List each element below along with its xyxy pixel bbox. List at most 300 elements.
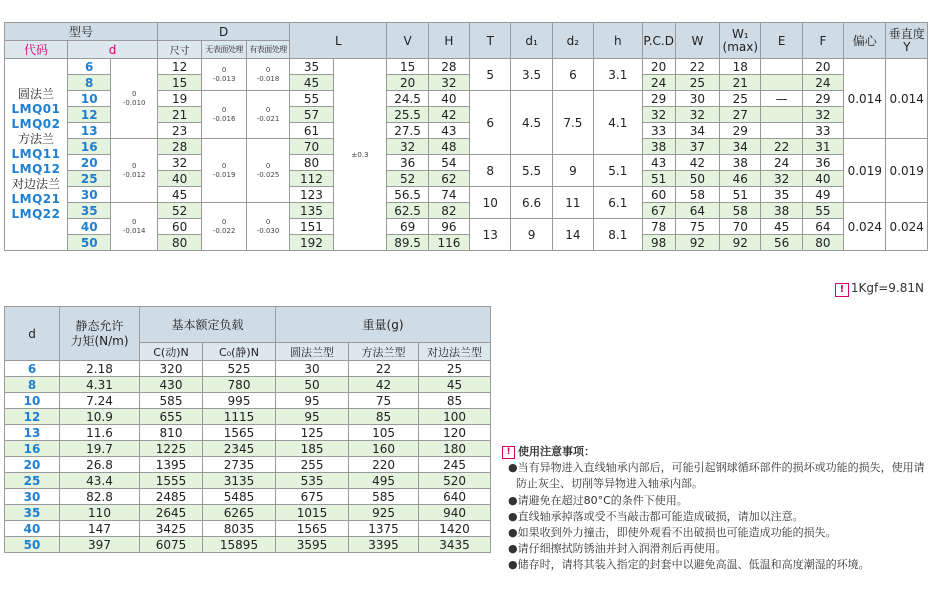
d1-value: 5.5 <box>511 155 552 187</box>
weight-cut-value: 120 <box>419 425 491 441</box>
D-tol-untreated-lower: -0.013 <box>212 74 236 83</box>
dynamic-load-value: 810 <box>140 425 203 441</box>
D-size: 15 <box>157 75 201 91</box>
F-value: 64 <box>802 219 843 235</box>
F-value: 20 <box>802 59 843 75</box>
D-tol-untreated-upper: 0 <box>221 65 227 74</box>
weight-square-value: 495 <box>349 473 419 489</box>
D-size: 21 <box>157 107 201 123</box>
model-header: 型号 <box>5 23 158 41</box>
E-value: 32 <box>761 171 802 187</box>
weight-cut-value: 520 <box>419 473 491 489</box>
W-value: 92 <box>675 235 719 251</box>
weight-cut-value: 45 <box>419 377 491 393</box>
H-header: H <box>428 23 469 59</box>
L-tolerance: ±0.3 <box>333 59 387 251</box>
W1-value: 25 <box>720 91 761 107</box>
D-size: 80 <box>157 235 201 251</box>
load-row <box>5 409 491 425</box>
static-load-value: 8035 <box>203 521 276 537</box>
d-tolerance-lower: -0.014 <box>122 226 146 235</box>
load-row <box>5 425 491 441</box>
rated-load-header: 基本额定负载 <box>140 307 276 343</box>
D-tol-treated-lower: -0.021 <box>256 114 280 123</box>
D-tol-untreated <box>202 203 246 251</box>
weight-square-header: 方法兰型 <box>349 343 419 361</box>
D-tol-untreated <box>202 139 246 203</box>
h-value: 4.1 <box>594 91 643 155</box>
L-value: 57 <box>290 107 333 123</box>
W1-value: 92 <box>720 235 761 251</box>
d2-value: 6 <box>552 59 593 91</box>
static-moment-value: 110 <box>60 505 140 521</box>
d2-value: 11 <box>552 187 593 219</box>
d-value: 50 <box>68 235 111 251</box>
H-value: 48 <box>428 139 469 155</box>
D-treated-header: 有表面处理 <box>246 41 289 59</box>
d-value: 6 <box>68 59 111 75</box>
W-value: 37 <box>675 139 719 155</box>
load-row <box>5 473 491 489</box>
load-row <box>5 489 491 505</box>
T-value: 8 <box>470 155 511 187</box>
d-header: d <box>68 41 158 59</box>
notes-title <box>502 444 927 460</box>
load-row <box>5 505 491 521</box>
D-tol-untreated-upper: 0 <box>221 105 227 114</box>
load-row <box>5 361 491 377</box>
load-row <box>5 441 491 457</box>
load-d-value: 13 <box>5 425 60 441</box>
weight-cut-value: 245 <box>419 457 491 473</box>
W-header: W <box>675 23 719 59</box>
static-moment-value: 10.9 <box>60 409 140 425</box>
d-value: 20 <box>68 155 111 171</box>
d-value: 12 <box>68 107 111 123</box>
H-value: 116 <box>428 235 469 251</box>
D-tol-untreated-lower: -0.016 <box>212 114 236 123</box>
F-value: 31 <box>802 139 843 155</box>
d2-value: 9 <box>552 155 593 187</box>
static-moment-value: 4.31 <box>60 377 140 393</box>
L-value: 123 <box>290 187 333 203</box>
W1-header <box>720 23 761 59</box>
L-value: 80 <box>290 155 333 171</box>
static-moment-value: 19.7 <box>60 441 140 457</box>
load-d-value: 25 <box>5 473 60 489</box>
D-header: D <box>157 23 289 41</box>
code-label: LMQ12 <box>11 162 61 176</box>
weight-square-value: 160 <box>349 441 419 457</box>
pcd-value: 67 <box>642 203 675 219</box>
D-tol-untreated-upper: 0 <box>221 217 227 226</box>
weight-round-value: 50 <box>276 377 349 393</box>
static-load-value: 525 <box>203 361 276 377</box>
F-value: 55 <box>802 203 843 219</box>
L-value: 135 <box>290 203 333 219</box>
W-value: 34 <box>675 123 719 139</box>
D-size: 12 <box>157 59 201 75</box>
d-value: 35 <box>68 203 111 219</box>
eccentricity-value: 0.014 <box>844 59 886 139</box>
D-tol-treated <box>246 59 289 91</box>
static-moment-value: 26.8 <box>60 457 140 473</box>
load-row <box>5 393 491 409</box>
notes-title-text: 使用注意事项： <box>518 445 595 458</box>
d-tolerance <box>111 59 158 139</box>
F-value: 32 <box>802 107 843 123</box>
load-d-value: 35 <box>5 505 60 521</box>
D-tol-treated-upper: 0 <box>265 217 271 226</box>
perpendicularity-Y-label: Y <box>903 39 911 54</box>
H-value: 43 <box>428 123 469 139</box>
code-label: 圆法兰 <box>18 87 55 101</box>
pcd-value: 78 <box>642 219 675 235</box>
pcd-header: P.C.D <box>642 23 675 59</box>
D-tol-treated-upper: 0 <box>265 161 271 170</box>
E-value: — <box>761 91 802 107</box>
L-value: 70 <box>290 139 333 155</box>
static-load-value: 995 <box>203 393 276 409</box>
W-value: 42 <box>675 155 719 171</box>
W-value: 25 <box>675 75 719 91</box>
d1-value: 9 <box>511 219 552 251</box>
weight-square-value: 1375 <box>349 521 419 537</box>
F-value: 80 <box>802 235 843 251</box>
pcd-value: 29 <box>642 91 675 107</box>
dynamic-load-value: 320 <box>140 361 203 377</box>
code-label: LMQ11 <box>11 147 61 161</box>
static-load-value: 3135 <box>203 473 276 489</box>
D-tol-treated <box>246 203 289 251</box>
static-moment-line2: 力矩(N/m) <box>70 333 129 348</box>
W-value: 75 <box>675 219 719 235</box>
D-tol-treated-lower: -0.030 <box>256 226 280 235</box>
note-item: ●如果收到外力撞击，即使外观看不出破损也可能造成功能的损失。 <box>508 526 837 540</box>
weight-round-value: 185 <box>276 441 349 457</box>
H-value: 62 <box>428 171 469 187</box>
D-size: 32 <box>157 155 201 171</box>
perpendicularity-value: 0.019 <box>886 139 928 203</box>
D-size-header: 尺寸 <box>157 41 201 59</box>
code-label: 方法兰 <box>18 132 55 146</box>
static-moment-value: 82.8 <box>60 489 140 505</box>
eccentricity-value: 0.024 <box>844 203 886 251</box>
pcd-value: 20 <box>642 59 675 75</box>
H-value: 54 <box>428 155 469 171</box>
dynamic-load-header: C(动)N <box>140 343 203 361</box>
h-value: 5.1 <box>594 155 643 187</box>
note-item: ●请避免在超过80°C的条件下使用。 <box>508 493 688 507</box>
L-value: 61 <box>290 123 333 139</box>
D-tol-untreated-lower: -0.022 <box>212 226 236 235</box>
D-tol-untreated-lower: -0.019 <box>212 170 236 179</box>
code-label: LMQ02 <box>11 117 61 131</box>
weight-round-value: 255 <box>276 457 349 473</box>
static-load-value: 6265 <box>203 505 276 521</box>
weight-cut-value: 100 <box>419 409 491 425</box>
load-table <box>4 306 491 553</box>
pcd-value: 24 <box>642 75 675 91</box>
static-load-value: 15895 <box>203 537 276 553</box>
static-load-value: 1115 <box>203 409 276 425</box>
static-load-value: 2345 <box>203 441 276 457</box>
D-untreated-header: 无表面处理 <box>202 41 246 59</box>
perpendicularity-value: 0.024 <box>886 203 928 251</box>
weight-square-value: 22 <box>349 361 419 377</box>
load-d-value: 30 <box>5 489 60 505</box>
weight-header: 重量(g) <box>276 307 491 343</box>
d2-header: d₂ <box>552 23 593 59</box>
L-value: 35 <box>290 59 333 75</box>
D-size: 40 <box>157 171 201 187</box>
d-tolerance <box>111 203 158 251</box>
load-d-value: 16 <box>5 441 60 457</box>
eccentricity-value: 0.019 <box>844 139 886 203</box>
weight-round-value: 30 <box>276 361 349 377</box>
weight-cut-value: 3435 <box>419 537 491 553</box>
V-header: V <box>387 23 428 59</box>
E-value <box>761 75 802 91</box>
weight-square-value: 220 <box>349 457 419 473</box>
weight-cut-value: 85 <box>419 393 491 409</box>
code-label: 对边法兰 <box>12 177 61 191</box>
F-value: 49 <box>802 187 843 203</box>
V-value: 56.5 <box>387 187 428 203</box>
D-size: 23 <box>157 123 201 139</box>
d-value: 40 <box>68 219 111 235</box>
H-value: 28 <box>428 59 469 75</box>
weight-round-value: 1015 <box>276 505 349 521</box>
perpendicularity-header <box>886 23 928 59</box>
load-d-value: 40 <box>5 521 60 537</box>
load-d-value: 8 <box>5 377 60 393</box>
V-value: 25.5 <box>387 107 428 123</box>
H-value: 42 <box>428 107 469 123</box>
F-value: 40 <box>802 171 843 187</box>
T-value: 10 <box>470 187 511 219</box>
spec-row <box>5 139 928 155</box>
d-value: 30 <box>68 187 111 203</box>
W-value: 64 <box>675 203 719 219</box>
D-tol-treated-upper: 0 <box>265 65 271 74</box>
d-value: 25 <box>68 171 111 187</box>
spec-row <box>5 59 928 75</box>
V-value: 62.5 <box>387 203 428 219</box>
static-moment-value: 11.6 <box>60 425 140 441</box>
note-item: ●请仔细擦拭防锈油并封入润滑剂后再使用。 <box>508 542 727 556</box>
E-value: 45 <box>761 219 802 235</box>
d1-value: 6.6 <box>511 187 552 219</box>
load-d-value: 20 <box>5 457 60 473</box>
dynamic-load-value: 3425 <box>140 521 203 537</box>
d-value: 13 <box>68 123 111 139</box>
W1-value: 38 <box>720 155 761 171</box>
weight-square-value: 105 <box>349 425 419 441</box>
D-size: 52 <box>157 203 201 219</box>
static-moment-value: 147 <box>60 521 140 537</box>
L-value: 55 <box>290 91 333 107</box>
load-d-header: d <box>5 307 60 361</box>
D-size: 28 <box>157 139 201 155</box>
weight-round-value: 675 <box>276 489 349 505</box>
W1-max-label: (max) <box>722 39 759 54</box>
weight-round-value: 3595 <box>276 537 349 553</box>
E-value: 24 <box>761 155 802 171</box>
d1-header: d₁ <box>511 23 552 59</box>
static-load-value: 2735 <box>203 457 276 473</box>
static-moment-value: 43.4 <box>60 473 140 489</box>
load-row <box>5 377 491 393</box>
dynamic-load-value: 1395 <box>140 457 203 473</box>
d-tolerance-lower: -0.010 <box>122 98 146 107</box>
weight-cut-value: 180 <box>419 441 491 457</box>
d-tolerance <box>111 139 158 203</box>
weight-cut-value: 25 <box>419 361 491 377</box>
weight-cut-value: 640 <box>419 489 491 505</box>
code-label: LMQ01 <box>11 102 61 116</box>
d-tolerance-upper: 0 <box>131 89 137 98</box>
dynamic-load-value: 6075 <box>140 537 203 553</box>
H-value: 40 <box>428 91 469 107</box>
h-header: h <box>594 23 643 59</box>
dynamic-load-value: 585 <box>140 393 203 409</box>
dynamic-load-value: 430 <box>140 377 203 393</box>
V-value: 15 <box>387 59 428 75</box>
V-value: 27.5 <box>387 123 428 139</box>
pcd-value: 51 <box>642 171 675 187</box>
spec-table <box>4 22 928 251</box>
d-tolerance-upper: 0 <box>131 161 137 170</box>
usage-notes <box>502 444 927 574</box>
load-d-value: 10 <box>5 393 60 409</box>
T-value: 13 <box>470 219 511 251</box>
eccentricity-header: 偏心 <box>844 23 886 59</box>
W1-value: 34 <box>720 139 761 155</box>
W-value: 50 <box>675 171 719 187</box>
L-header: L <box>290 23 387 59</box>
V-value: 89.5 <box>387 235 428 251</box>
D-tol-treated <box>246 91 289 139</box>
W1-value: 27 <box>720 107 761 123</box>
E-value <box>761 107 802 123</box>
note-item: ●当有异物进入直线轴承内部后，可能引起钢球循环部件的损坏或功能的损失，使用请防止灰尘、切削等异物进入轴承内部。 <box>508 461 925 491</box>
V-value: 32 <box>387 139 428 155</box>
weight-cut-value: 940 <box>419 505 491 521</box>
h-value: 8.1 <box>594 219 643 251</box>
weight-square-value: 925 <box>349 505 419 521</box>
E-value <box>761 59 802 75</box>
note-item: ●储存时，请将其装入指定的封套中以避免高温、低温和高度潮湿的环境。 <box>508 558 870 572</box>
code-label: LMQ22 <box>11 207 61 221</box>
pcd-value: 33 <box>642 123 675 139</box>
pcd-value: 32 <box>642 107 675 123</box>
code-label: LMQ21 <box>11 192 61 206</box>
pcd-value: 60 <box>642 187 675 203</box>
static-load-value: 780 <box>203 377 276 393</box>
static-load-value: 1565 <box>203 425 276 441</box>
D-tol-untreated <box>202 59 246 91</box>
H-value: 74 <box>428 187 469 203</box>
unit-note-text: 1Kgf=9.81N <box>850 281 924 295</box>
load-row <box>5 457 491 473</box>
d-value: 16 <box>68 139 111 155</box>
D-size: 19 <box>157 91 201 107</box>
W1-value: 70 <box>720 219 761 235</box>
static-moment-line1: 静态允许 <box>75 318 124 333</box>
load-row <box>5 537 491 553</box>
static-moment-value: 7.24 <box>60 393 140 409</box>
dynamic-load-value: 1225 <box>140 441 203 457</box>
E-value: 35 <box>761 187 802 203</box>
d2-value: 7.5 <box>552 91 593 155</box>
weight-cut-header: 对边法兰型 <box>419 343 491 361</box>
D-size: 60 <box>157 219 201 235</box>
weight-square-value: 585 <box>349 489 419 505</box>
V-value: 69 <box>387 219 428 235</box>
W1-label: W₁ <box>731 26 749 41</box>
E-value: 22 <box>761 139 802 155</box>
note-item: ●直线轴承掉落或受不当敲击都可能造成破损，请加以注意。 <box>508 509 804 523</box>
d-value: 10 <box>68 91 111 107</box>
h-value: 3.1 <box>594 59 643 91</box>
V-value: 36 <box>387 155 428 171</box>
d-tolerance-lower: -0.012 <box>122 170 146 179</box>
weight-square-value: 75 <box>349 393 419 409</box>
W1-value: 29 <box>720 123 761 139</box>
H-value: 32 <box>428 75 469 91</box>
D-tol-treated <box>246 139 289 203</box>
W1-value: 58 <box>720 203 761 219</box>
H-value: 82 <box>428 203 469 219</box>
V-value: 52 <box>387 171 428 187</box>
pcd-value: 43 <box>642 155 675 171</box>
d2-value: 14 <box>552 219 593 251</box>
T-header: T <box>470 23 511 59</box>
h-value: 6.1 <box>594 187 643 219</box>
W-value: 32 <box>675 107 719 123</box>
dynamic-load-value: 1555 <box>140 473 203 489</box>
weight-round-value: 1565 <box>276 521 349 537</box>
F-value: 29 <box>802 91 843 107</box>
W-value: 58 <box>675 187 719 203</box>
load-row <box>5 521 491 537</box>
W-value: 30 <box>675 91 719 107</box>
weight-square-value: 3395 <box>349 537 419 553</box>
dynamic-load-value: 2645 <box>140 505 203 521</box>
static-moment-value: 2.18 <box>60 361 140 377</box>
W1-value: 18 <box>720 59 761 75</box>
W1-value: 21 <box>720 75 761 91</box>
weight-round-value: 535 <box>276 473 349 489</box>
d-tolerance-upper: 0 <box>131 217 137 226</box>
T-value: 5 <box>470 59 511 91</box>
T-value: 6 <box>470 91 511 155</box>
D-tol-untreated <box>202 91 246 139</box>
pcd-value: 98 <box>642 235 675 251</box>
F-value: 33 <box>802 123 843 139</box>
dynamic-load-value: 2485 <box>140 489 203 505</box>
weight-round-value: 95 <box>276 393 349 409</box>
weight-round-value: 95 <box>276 409 349 425</box>
D-tol-untreated-upper: 0 <box>221 161 227 170</box>
L-value: 151 <box>290 219 333 235</box>
L-value: 192 <box>290 235 333 251</box>
D-tol-treated-lower: -0.025 <box>256 170 280 179</box>
D-tol-treated-lower: -0.018 <box>256 74 280 83</box>
pcd-value: 38 <box>642 139 675 155</box>
warning-icon: ! <box>502 446 515 459</box>
